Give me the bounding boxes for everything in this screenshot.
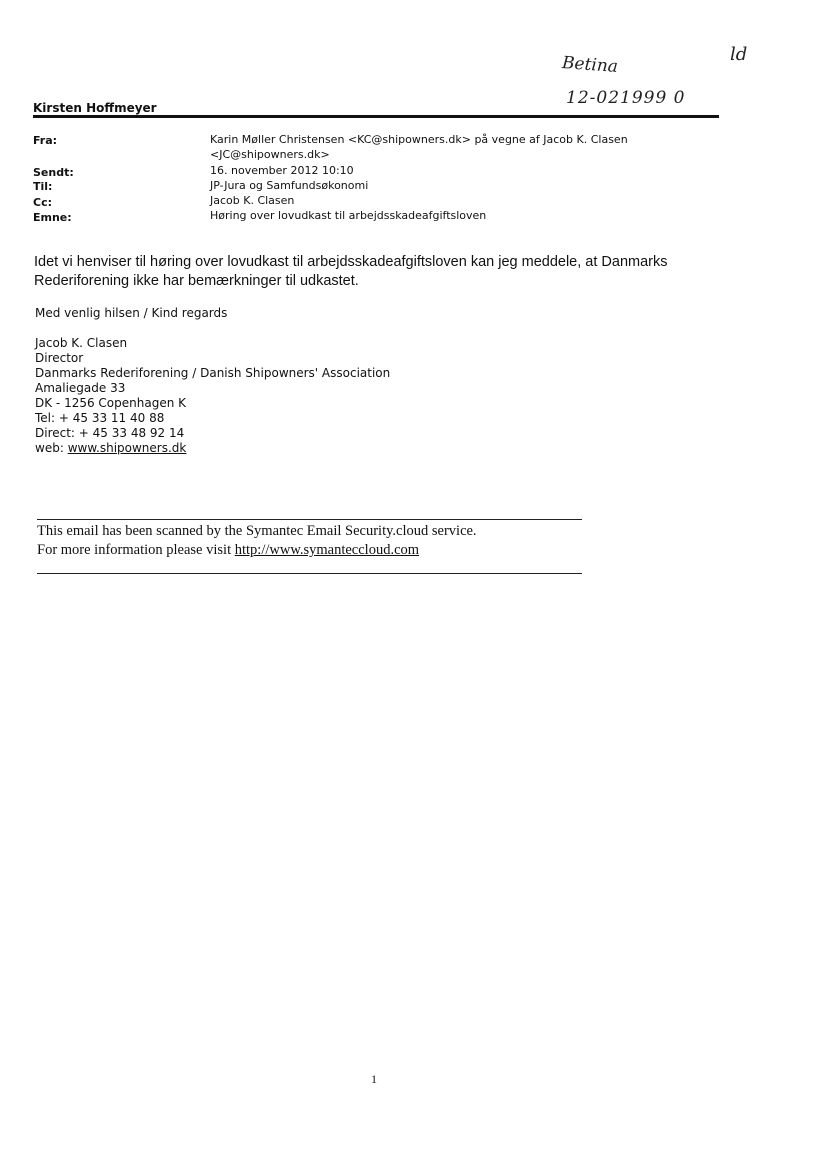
from-label: Fra: <box>33 134 58 147</box>
page-number: 1 <box>371 1072 377 1086</box>
signature-street: Amaliegade 33 <box>35 381 126 395</box>
header-divider <box>33 115 719 118</box>
scan-notice-bottom-rule <box>37 573 582 574</box>
signature-direct: Direct: + 45 33 48 92 14 <box>35 426 185 440</box>
signature-block <box>35 336 390 456</box>
corner-mark: ld <box>730 44 748 65</box>
web-label: web: <box>35 441 64 455</box>
signature-city: DK - 1256 Copenhagen K <box>35 396 186 410</box>
scan-notice-line-2 <box>37 541 477 560</box>
symantec-link[interactable]: http://www.symanteccloud.com <box>234 542 420 558</box>
sent-label: Sendt: <box>33 166 74 179</box>
to-label: Til: <box>33 180 53 193</box>
message-body-line-1: Idet vi henviser til høring over lovudkast til arbejdsskadeafgiftsloven kan jeg meddele, at Danmarks <box>34 254 668 270</box>
cc-value: Jacob K. Clasen <box>210 194 295 207</box>
scan-notice-line-1: This email has been scanned by the Symantec Email Security.cloud service. <box>37 523 477 539</box>
cc-label: Cc: <box>33 196 52 209</box>
message-body-line-2: Rederiforening ikke har bemærkninger til udkastet. <box>34 273 359 289</box>
signature-organization: Danmarks Rederiforening / Danish Shipowners' Association <box>35 366 391 380</box>
handwritten-name: Betina <box>561 53 619 77</box>
scan-notice <box>37 522 477 560</box>
signature-tel: Tel: + 45 33 11 40 88 <box>35 411 165 425</box>
handwritten-case-number: 12-021999 0 <box>566 88 686 108</box>
to-value: JP-Jura og Samfundsøkonomi <box>210 179 369 192</box>
from-value: Karin Møller Christensen <KC@shipowners.dk> på vegne af Jacob K. Clasen <box>210 133 628 146</box>
signature-web <box>35 441 390 456</box>
subject-value: Høring over lovudkast til arbejdsskadeafgiftsloven <box>210 209 487 222</box>
sent-value: 16. november 2012 10:10 <box>210 164 354 177</box>
signature-title: Director <box>35 351 84 365</box>
subject-label: Emne: <box>33 211 72 224</box>
sender-name: Kirsten Hoffmeyer <box>33 101 157 115</box>
from-value-email: <JC@shipowners.dk> <box>210 148 330 161</box>
scan-notice-top-rule <box>37 519 582 520</box>
greeting: Med venlig hilsen / Kind regards <box>35 306 228 320</box>
web-link[interactable]: www.shipowners.dk <box>67 441 187 455</box>
signature-name: Jacob K. Clasen <box>35 336 128 350</box>
message-body <box>34 253 724 291</box>
scan-notice-prefix: For more information please visit <box>37 542 232 558</box>
